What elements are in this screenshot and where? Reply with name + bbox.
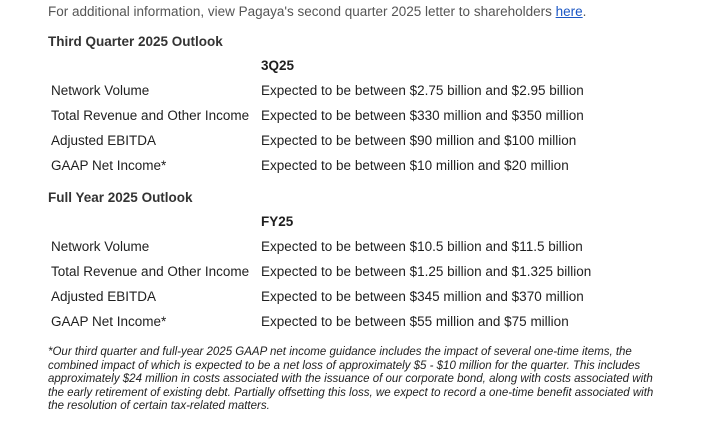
q3-row-gaap-net-income [51,158,671,178]
metric-value: Expected to be between $10 million and $20 million [261,158,569,173]
metric-label: Network Volume [51,239,150,254]
metric-value: Expected to be between $90 million and $100 million [261,133,577,148]
metric-value: Expected to be between $1.25 billion and $1.325 billion [261,264,592,279]
metric-label: Adjusted EBITDA [51,133,157,148]
fy-outlook-title: Full Year 2025 Outlook [48,190,193,205]
intro-text: For additional information, view Pagaya's second quarter 2025 letter to shareholders [48,4,556,19]
q3-row-total-revenue [51,108,671,128]
intro-suffix: . [582,4,587,19]
metric-label: GAAP Net Income* [51,314,167,329]
q3-row-network-volume [51,83,671,103]
q3-column-header: 3Q25 [261,58,295,73]
metric-value: Expected to be between $55 million and $75 million [261,314,569,329]
intro-paragraph [48,4,586,19]
fy-row-gaap-net-income [51,314,671,334]
fy-row-adjusted-ebitda [51,289,671,309]
metric-value: Expected to be between $2.75 billion and $2.95 billion [261,83,584,98]
metric-label: Total Revenue and Other Income [51,108,250,123]
metric-label: Adjusted EBITDA [51,289,157,304]
metric-value: Expected to be between $330 million and $350 million [261,108,584,123]
metric-value: Expected to be between $345 million and $370 million [261,289,584,304]
guidance-footnote: *Our third quarter and full-year 2025 GAAP net income guidance includes the impact of several one-time items, the combined impact of which is expected to be a net loss of approximately $5 - $10 million for the quarter. This includes approximately $24 million in costs associated with the issuance of our corporate bond, along with costs associated with the early retirement of existing debt. Partially offsetting this loss, we expect to record a one-time benefit associated with the resolution of certain tax-related matters. [48,346,654,412]
fy-column-header: FY25 [261,214,294,229]
metric-label: Network Volume [51,83,150,98]
metric-label: GAAP Net Income* [51,158,167,173]
fy-row-network-volume [51,239,671,259]
metric-label: Total Revenue and Other Income [51,264,250,279]
q3-row-adjusted-ebitda [51,133,671,153]
metric-value: Expected to be between $10.5 billion and $11.5 billion [261,239,583,254]
q3-outlook-title: Third Quarter 2025 Outlook [48,34,223,49]
fy-row-total-revenue [51,264,671,284]
shareholder-letter-link[interactable]: here [555,4,583,19]
